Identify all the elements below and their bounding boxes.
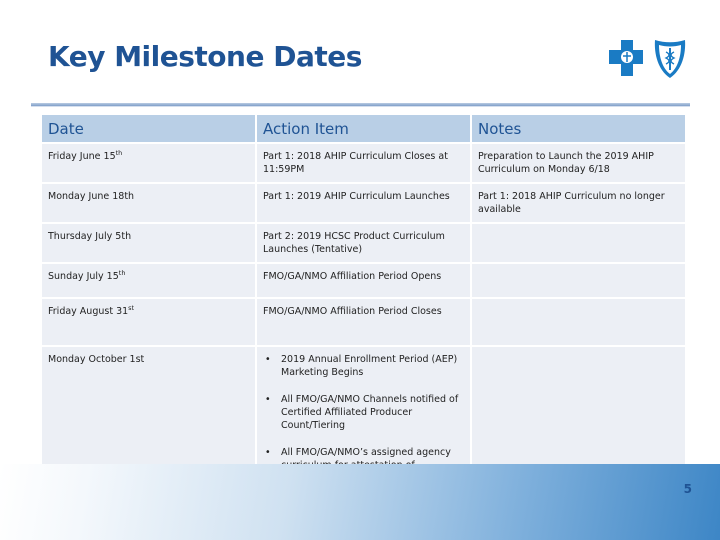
table-row: [42, 264, 685, 297]
date-text: Thursday July 5th: [48, 231, 132, 242]
date-cell: [42, 264, 255, 297]
page-number: 5: [683, 482, 692, 496]
blue-shield-logo-icon: [655, 40, 685, 78]
slide-title: Key Milestone Dates: [48, 40, 362, 73]
list-item: • All FMO/GA/NMO’s assigned agency: [263, 446, 464, 485]
list-item: • All FMO/GA/NMO Channels notified of Certified Affiliated Producer Count/Tiering: [263, 393, 464, 432]
notes-cell: [472, 299, 685, 345]
header-action-item: Action Item: [257, 115, 470, 142]
action-cell: Part 1: 2018 AHIP Curriculum Closes at 11:59PM: [257, 144, 470, 182]
date-suffix: th: [115, 148, 123, 157]
table-row: [42, 144, 685, 182]
date-text: Sunday July 15: [48, 271, 119, 282]
header-date: Date: [42, 115, 255, 142]
date-suffix: th: [118, 268, 126, 277]
action-cell: Part 1: 2019 AHIP Curriculum Launches: [257, 184, 470, 222]
date-cell: [42, 144, 255, 182]
blue-cross-logo-icon: [609, 40, 643, 76]
action-cell: FMO/GA/NMO Affiliation Period Closes: [257, 299, 470, 345]
action-cell: Part 2: 2019 HCSC Product Curriculum Launches (Tentative): [257, 224, 470, 262]
header-notes: Notes: [472, 115, 685, 142]
table-row: [42, 224, 685, 262]
date-suffix: st: [128, 303, 135, 312]
date-cell: [42, 299, 255, 345]
table-row: [42, 299, 685, 345]
date-cell: [42, 184, 255, 222]
notes-cell: Preparation to Launch the 2019 AHIP Curriculum on Monday 6/18: [472, 144, 685, 182]
action-cell: FMO/GA/NMO Affiliation Period Opens: [257, 264, 470, 297]
date-text: Monday October 1st: [48, 354, 145, 365]
notes-cell: [472, 264, 685, 297]
table-row: [42, 184, 685, 222]
date-text: Friday August 31: [48, 306, 129, 317]
date-cell: [42, 224, 255, 262]
list-item: • 2019 Annual Enrollment Period (AEP) Marketing Begins: [263, 353, 464, 379]
footer-gradient-band: [0, 464, 720, 540]
milestone-table: [40, 113, 687, 507]
notes-cell: Part 1: 2018 AHIP Curriculum no longer available: [472, 184, 685, 222]
date-text: Friday June 15: [48, 151, 116, 162]
notes-cell: [472, 224, 685, 262]
date-text: Monday June 18th: [48, 191, 135, 202]
table-header-row: [42, 115, 685, 142]
blue-cross-blue-shield-logo: [607, 36, 689, 80]
title-divider: [31, 103, 690, 107]
